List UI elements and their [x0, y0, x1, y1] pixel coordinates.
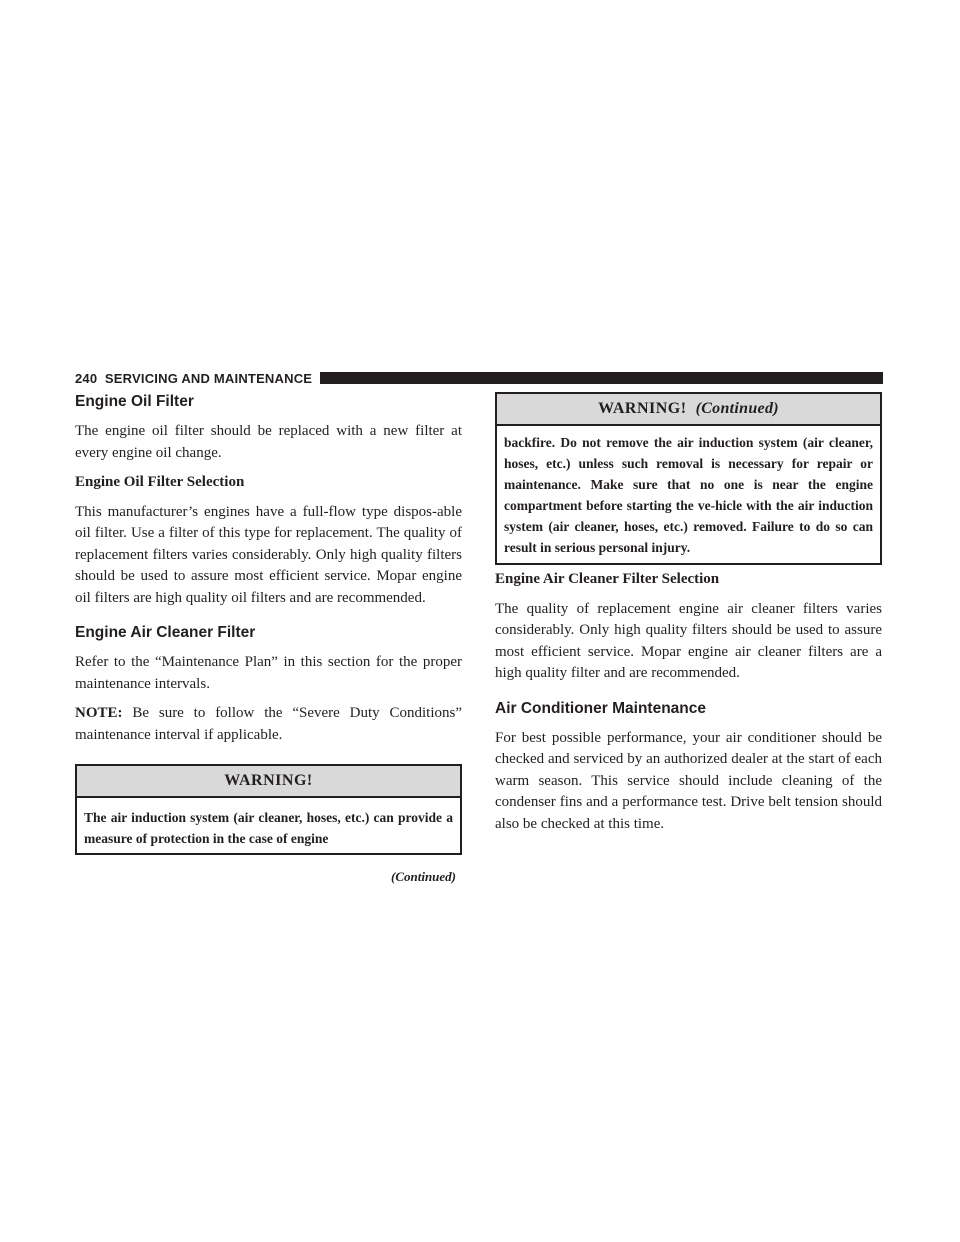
header-rule [320, 372, 883, 384]
oil-filter-selection-heading: Engine Oil Filter Selection [75, 474, 245, 490]
warning-title: WARNING! [77, 766, 460, 798]
right-column [495, 392, 882, 843]
page-number: 240 [75, 370, 98, 386]
note-text: Be sure to follow the “Severe Duty Conditions” maintenance interval if applicable. [75, 705, 462, 743]
ac-maintenance-heading: Air Conditioner Maintenance [495, 699, 706, 717]
air-filter-selection-heading: Engine Air Cleaner Filter Selection [495, 571, 720, 587]
air-filter-selection-paragraph: The quality of replacement engine air cleaner filters varies considerably. Only high quality filters should be used to assure most efficient service. Mopar engine air cleaner filters are a high quality filter and are recommended. [495, 600, 882, 681]
left-column [75, 392, 462, 885]
note-label: NOTE: [75, 705, 123, 721]
page-header [75, 370, 883, 386]
warning-continued-title [497, 394, 880, 426]
oil-filter-paragraph: The engine oil filter should be replaced with a new filter at every engine oil change. [75, 423, 462, 461]
warning-continued-text: backfire. Do not remove the air induction system (air cleaner, hoses, etc.) unless such removal is necessary for repair or maintenance. Make sure that no one is near the engine compartment before starting the ve-hicle with the air induction system (air cleaner, hoses, etc.) removed. Failure to do so can result in serious personal injury. [504, 435, 873, 555]
air-cleaner-paragraph: Refer to the “Maintenance Plan” in this section for the proper maintenance intervals. [75, 654, 462, 692]
warning-title-text: WARNING! [598, 400, 687, 417]
warning-text: The air induction system (air cleaner, hoses, etc.) can provide a measure of protection in the case of engine [84, 810, 453, 846]
note-paragraph [75, 703, 462, 746]
section-title: SERVICING AND MAINTENANCE [104, 370, 313, 386]
header-label [75, 371, 312, 386]
ac-maintenance-paragraph: For best possible performance, your air conditioner should be checked and serviced by an authorized dealer at the start of each warm season. This service should include cleaning of the condenser fins and a performance test. Drive belt tension should also be checked at this time. [495, 729, 882, 832]
oil-filter-heading: Engine Oil Filter [75, 393, 194, 410]
air-cleaner-heading: Engine Air Cleaner Filter [75, 624, 256, 641]
warning-box [75, 764, 462, 855]
warning-title-suffix: (Continued) [695, 400, 779, 417]
oil-filter-selection-paragraph: This manufacturer’s engines have a full-flow type dispos-able oil filter. Use a filter of this type for replacement. The quality of replacement filters varies considerably. Only high quality filters should be used to assure most efficient service. Mopar engine oil filters are high quality oil filters and are recommended. [75, 503, 462, 606]
warning-continued-box [495, 392, 882, 565]
continued-label: (Continued) [390, 869, 456, 884]
